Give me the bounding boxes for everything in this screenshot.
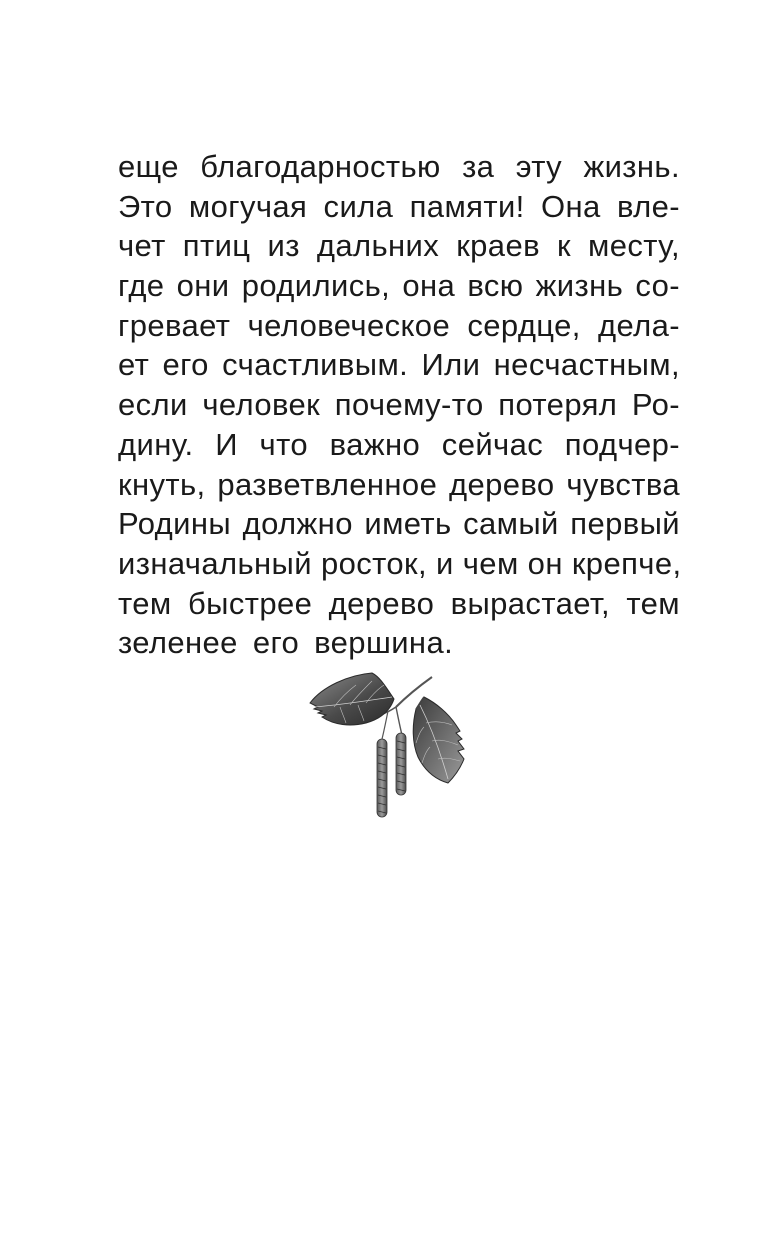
text-line: дину. И что важно сейчас подчер- xyxy=(118,426,680,462)
text-line: Родины должно иметь самый первый xyxy=(118,506,680,542)
text-line: чет птиц из дальних краев к месту, xyxy=(118,228,680,264)
text-line: Это могучая сила памяти! Она вле- xyxy=(118,188,680,224)
text-line: гревает человеческое сердце, дела- xyxy=(118,307,680,343)
text-line: кнуть, разветвленное дерево чувства xyxy=(118,466,680,502)
text-line: где они родились, она всю жизнь со- xyxy=(118,268,680,304)
text-line: изначальный росток, и чем он крепче, xyxy=(118,545,682,581)
text-line: еще благодарностью за эту жизнь. xyxy=(118,149,680,184)
text-line-last: зеленее его вершина. xyxy=(118,625,454,661)
text-line: ет его счастливым. Или несчастным, xyxy=(118,347,680,383)
body-text xyxy=(118,147,680,663)
text-line: тем быстрее дерево вырастает, тем xyxy=(118,585,680,621)
birch-branch-icon xyxy=(300,665,480,825)
text-line: если человек почему-то потерял Ро- xyxy=(118,387,680,423)
